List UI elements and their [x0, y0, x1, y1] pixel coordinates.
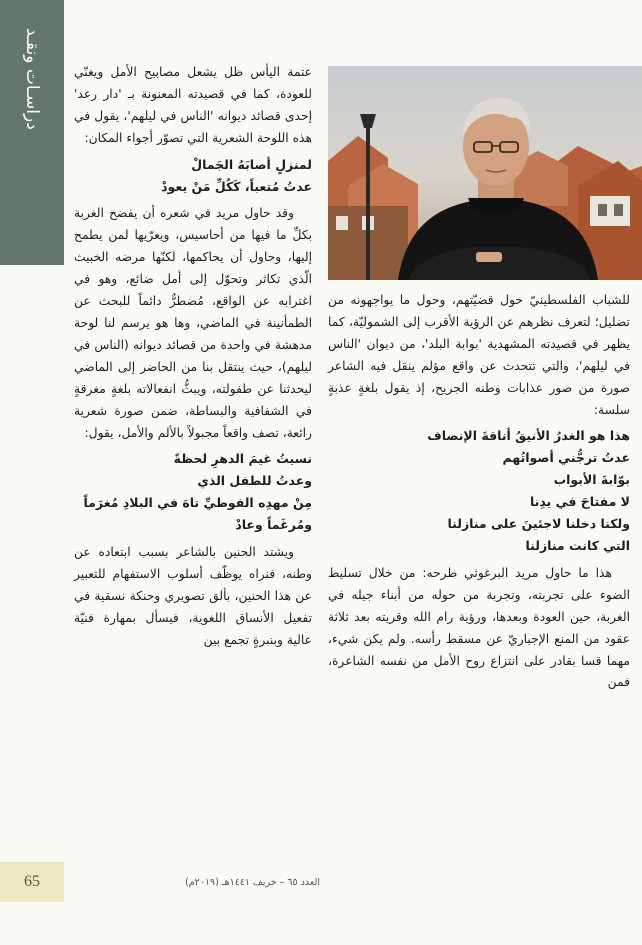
author-photo [328, 66, 642, 280]
issue-footer: العدد ٦٥ – خريف ١٤٤١هـ (٢٠١٩م) [185, 877, 320, 888]
paragraph: عتمة اليأس ظل يشعل مصابيح الأمل ويغنّي للعودة، كما في قصيدته المعنونة بـ 'دار رعد' إحدى قصائد ديوانه 'الناس في ليلهم'، يقول في هذه اللوحة الشعرية التي تصوّر أجواء المكان: [74, 65, 312, 145]
page-number: 65 [0, 862, 64, 902]
poem-line: ومُرغَماً وعادْ [235, 517, 312, 533]
poem-line: التي كانت منازلنا [525, 537, 630, 553]
paragraph: وقد حاول مريد في شعره أن يفضح الغربة بكلِّ ما فيها من أحاسيس، ويعرّيها لمن يطمح إليها، وحاول أن يحاكمها، لكنّها مرضه الخبيث الّذي تكاثر وتحوّل إلى أمل ضائع، وهو في اغترابه عن الواقع، مُضطرٌّ دائماً للبحث عن الطمأنينة في الماضي، وها هو يرسم لنا لوحة مدهشة في واحدة من قصائد ديوانه (الناس في ليلهم)، حيث ينتقل بنا من الحاضر إلى الماضي ليحدثنا عن طفولته، ويبثُّ انفعالاته بلغةٍ مغرقةٍ في الشفافية والبساطة، ضمن صورة شعرية رائعة، تصف واقعاً مجبولاً بالألم والأمل، يقول: [74, 206, 312, 440]
portrait-image [328, 66, 642, 280]
poem-excerpt [328, 425, 630, 556]
poem-excerpt [74, 448, 312, 536]
section-title: دراسـات ونقـد [22, 28, 42, 130]
paragraph: هذا ما حاول مريد البرغوثي طرحه: من خلال تسليط الضوء على تجربته، وتجربة من حوله من أبناء جيله في الغربة، حين العودة وبعدها، ورؤية رام الله وقريته بعد ثلاثة عقود من المنع الإجباريّ عن مسقط رأسه. ولم يكن شيء، مهما قسا بقادر على انتزاع روح الأمل من نفسه الشاعرة، فمن [328, 565, 630, 690]
poem-line: مِنْ مهدِه الفوطيِّ تاهَ في البلادِ مُغرَماً [83, 495, 312, 511]
poem-line: لا مفتاحَ في يدِنا [529, 494, 630, 510]
paragraph: ويشتد الحنين بالشاعر بسبب ابتعاده عن وطنه، فنراه يوظّف أسلوب الاستفهام للتعبير عن هذا الحنين، بألق تصويري وحنكة نسقية في تفعيل الأنساق اللغوية، فيسأل بمهارة فنيّة عالية وبنبرةٍ تجمع بين [74, 545, 312, 647]
poem-line: بوّابةَ الأبواب [553, 472, 630, 488]
poem-line: عدتُ مُتعباً، كَكُلِّ مَنْ يعودْ [161, 178, 312, 194]
section-band [0, 0, 64, 265]
poem-excerpt [74, 154, 312, 198]
paragraph: للشباب الفلسطينيّ حول قضيّتهم، وحول ما يواجهونه من تضليل؛ لتعرف نظرهم عن الرؤية الأقرب إلى الشموليّة، كما يظهر في قصيدته المشهدية 'بوابة البلد'، من ديوان 'الناس في ليلهم'، والتي تتحدث عن واقع مؤلم ينقل فيه الشاعر صورة من صور عذابات وطنه الجريح، إذ يقول بلغةٍ عذبةٍ سلسة: [328, 293, 630, 417]
poem-line: ولكنا دخلنا لاجئينَ على منازلنا [447, 516, 630, 532]
right-text-column [328, 290, 630, 890]
poem-line: نسيتُ غيمَ الدهرِ لحظةً [173, 451, 312, 467]
poem-line: لمنزلٍ أصابَهُ الجَمالْ [191, 156, 312, 172]
poem-line: هذا هو الغدرُ الأنيقُ أناقةَ الإنصاف [427, 428, 630, 444]
poem-line: عدتُ ترجُّني أصواتُهم [502, 450, 630, 466]
poem-line: وعدتُ للطفل الذي [197, 473, 312, 489]
left-text-column [74, 62, 312, 874]
